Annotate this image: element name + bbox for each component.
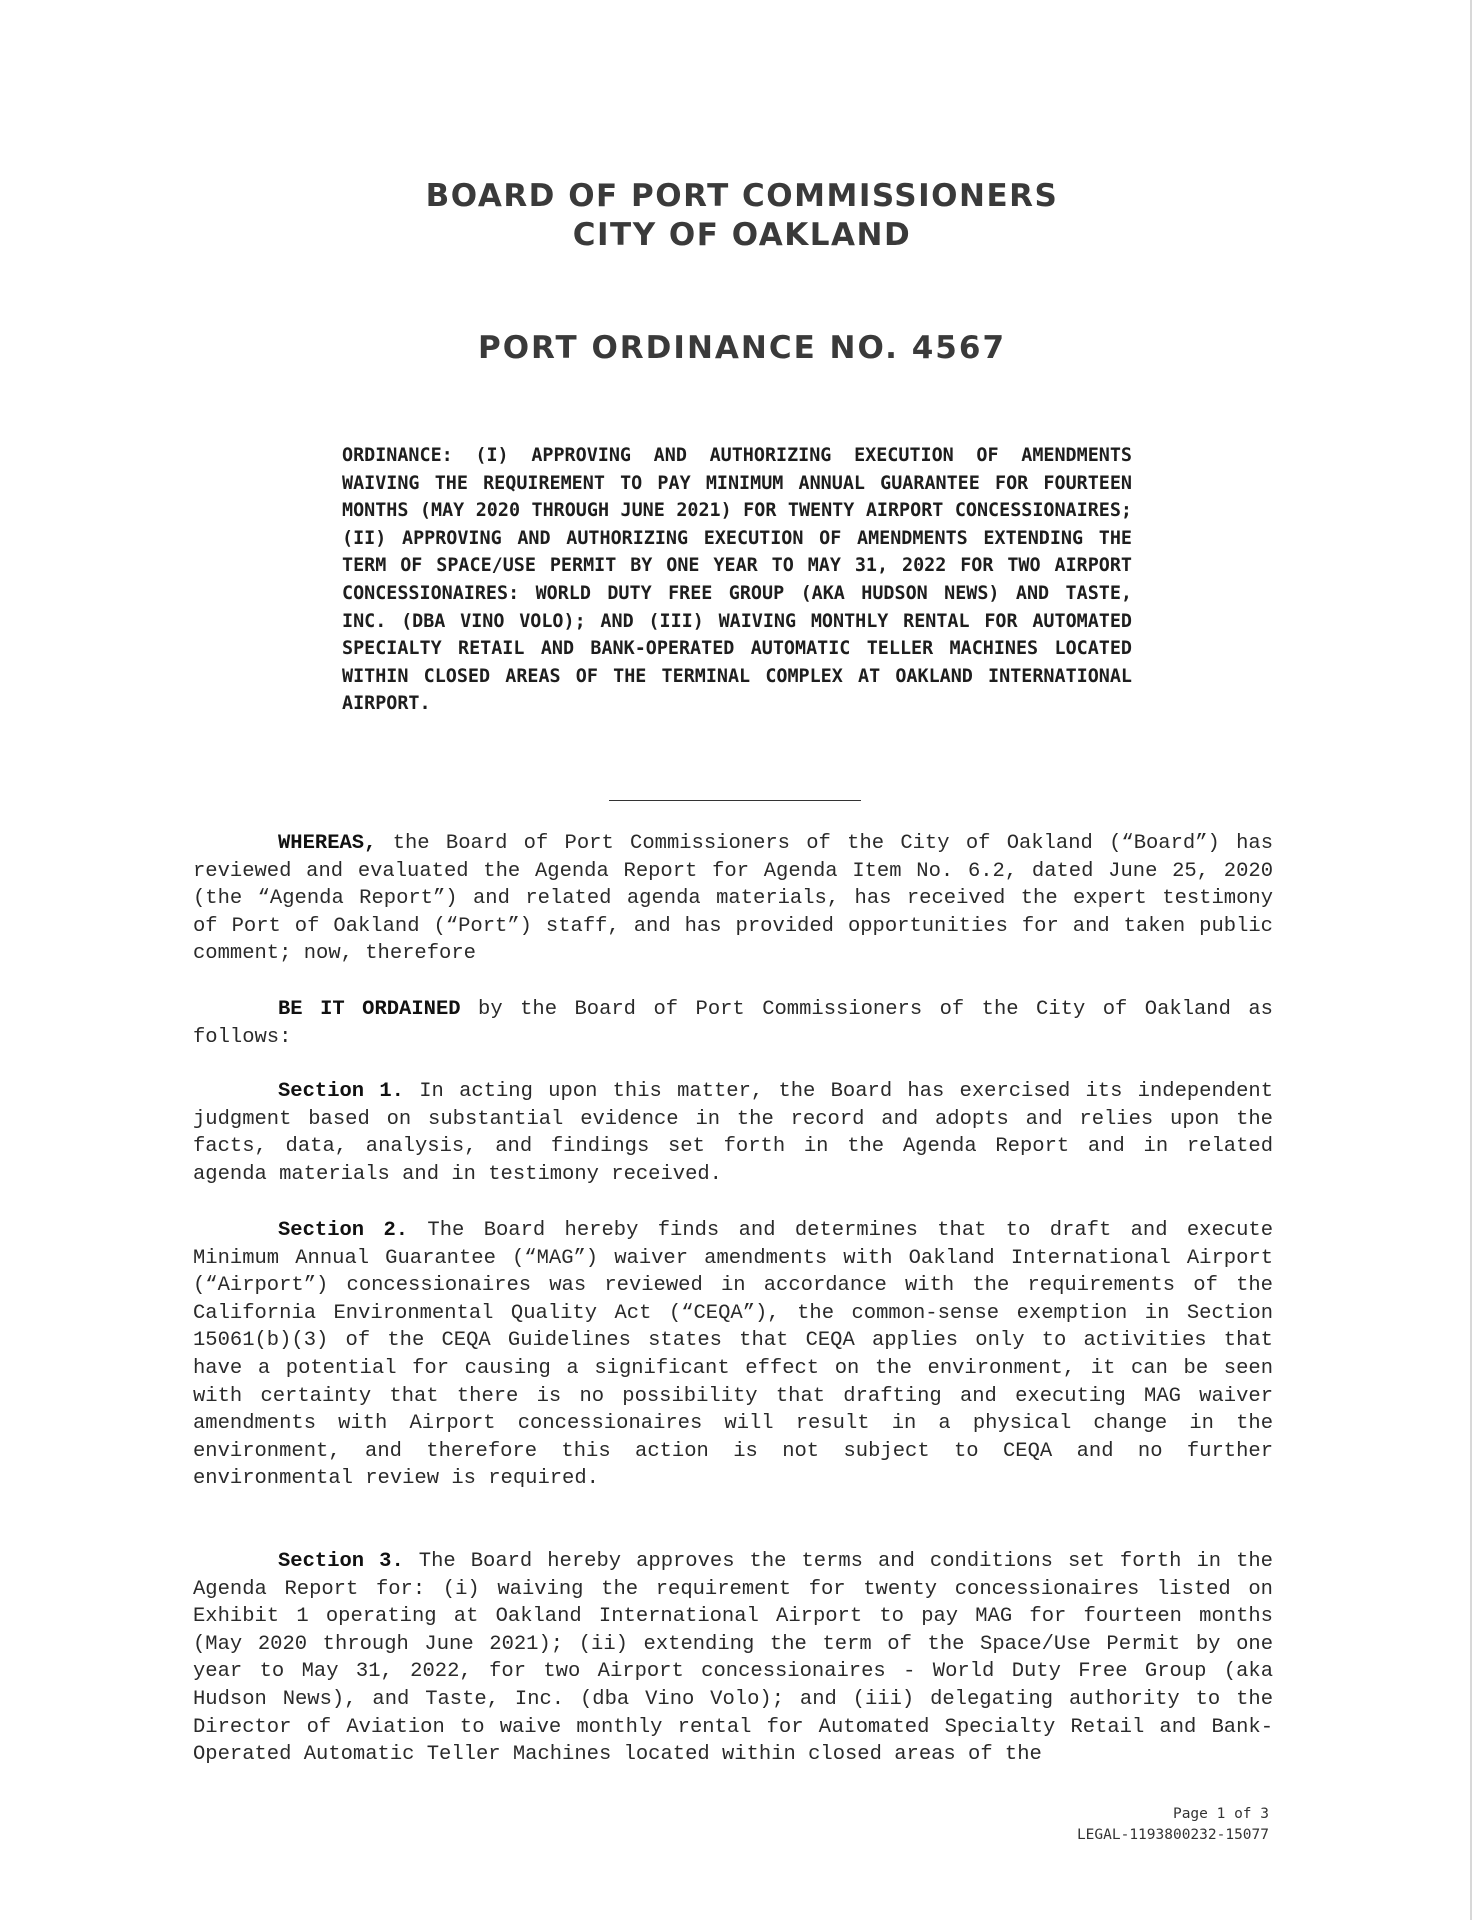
section-2-lead: Section 2. — [278, 1219, 409, 1242]
whereas-lead: WHEREAS, — [278, 832, 377, 855]
board-title: BOARD OF PORT COMMISSIONERS — [425, 178, 1059, 214]
section-3-lead: Section 3. — [278, 1550, 404, 1573]
page-edge — [1470, 0, 1472, 1920]
section-2 — [193, 1217, 1273, 1493]
whereas-text: the Board of Port Commissioners of the City of Oakland (“Board”) has reviewed and evaluated the Agenda Report for Agenda Item No. 6.2, dated June 25, 2020 (the “Agenda Report”) and related agenda materials, has received the expert testimony of Port of Oakland (“Port”) staff, and has provided opportunities for and taken public comment; now, therefore — [193, 832, 1273, 966]
ordinance-summary: ORDINANCE: (I) APPROVING AND AUTHORIZING EXECUTION OF AMENDMENTS WAIVING THE REQUIREMENT TO PAY MINIMUM ANNUAL GUARANTEE FOR FOURTEEN MONTHS (MAY 2020 THROUGH JUNE 2021) FOR TWENTY AIRPORT CONCESSIONAIRES; (II) APPROVING AND AUTHORIZING EXECUTION OF AMENDMENTS EXTENDING THE TERM OF SPACE/USE PERMIT BY ONE YEAR TO MAY 31, 2022 FOR TWO AIRPORT CONCESSIONAIRES: WORLD DUTY FREE GROUP (AKA HUDSON NEWS) AND TASTE, INC. (DBA VINO VOLO); AND (III) WAIVING MONTHLY RENTAL FOR AUTOMATED SPECIALTY RETAIL AND BANK-OPERATED AUTOMATIC TELLER MACHINES LOCATED WITHIN CLOSED AREAS OF THE TERMINAL COMPLEX AT OAKLAND INTERNATIONAL AIRPORT. — [342, 445, 1132, 715]
whereas-paragraph — [193, 830, 1273, 968]
section-1-lead: Section 1. — [278, 1080, 404, 1103]
page-number: Page 1 of 3 — [1172, 1806, 1269, 1822]
section-1-text: In acting upon this matter, the Board has exercised its independent judgment based on substantial evidence in the record and adopts and relies upon the facts, data, analysis, and findings set forth in the Agenda Report and in related agenda materials and in testimony received. — [193, 1080, 1273, 1186]
section-3 — [193, 1548, 1273, 1769]
city-title: CITY OF OAKLAND — [572, 217, 912, 253]
section-2-text: The Board hereby finds and determines that to draft and execute Minimum Annual Guarantee (“MAG”) waiver amendments with Oakland International Airport (“Airport”) concessionaires was reviewed in accordance with the requirements of the California Environmental Quality Act (“CEQA”), the common-sense exemption in Section 15061(b)(3) of the CEQA Guidelines states that CEQA applies only to activities that have a potential for causing a significant effect on the environment, it can be seen with certainty that there is no possibility that drafting and executing MAG waiver amendments with Airport concessionaires will result in a physical change in the environment, and therefore this action is not subject to CEQA and no further environmental review is required. — [193, 1219, 1273, 1491]
section-3-text: The Board hereby approves the terms and conditions set forth in the Agenda Report for: (i) waiving the requirement for twenty concessionaires listed on Exhibit 1 operating at Oakland International Airport to pay MAG for fourteen months (May 2020 through June 2021); (ii) extending the term of the Space/Use Permit by one year to May 31, 2022, for two Airport concessionaires - World Duty Free Group (aka Hudson News), and Taste, Inc. (dba Vino Volo); and (iii) delegating authority to the Director of Aviation to waive monthly rental for Automated Specialty Retail and Bank-Operated Automatic Teller Machines located within closed areas of the — [193, 1550, 1273, 1767]
ordained-text: by the Board of Port Commissioners of the City of Oakland as follows: — [193, 998, 1273, 1049]
document-reference: LEGAL-1193800232-15077 — [1076, 1827, 1269, 1843]
ordained-lead: BE IT ORDAINED — [278, 998, 461, 1021]
section-1 — [193, 1078, 1273, 1188]
ordinance-number-title: PORT ORDINANCE NO. 4567 — [477, 330, 1007, 366]
ordained-paragraph — [193, 996, 1273, 1051]
divider-rule — [609, 800, 861, 801]
